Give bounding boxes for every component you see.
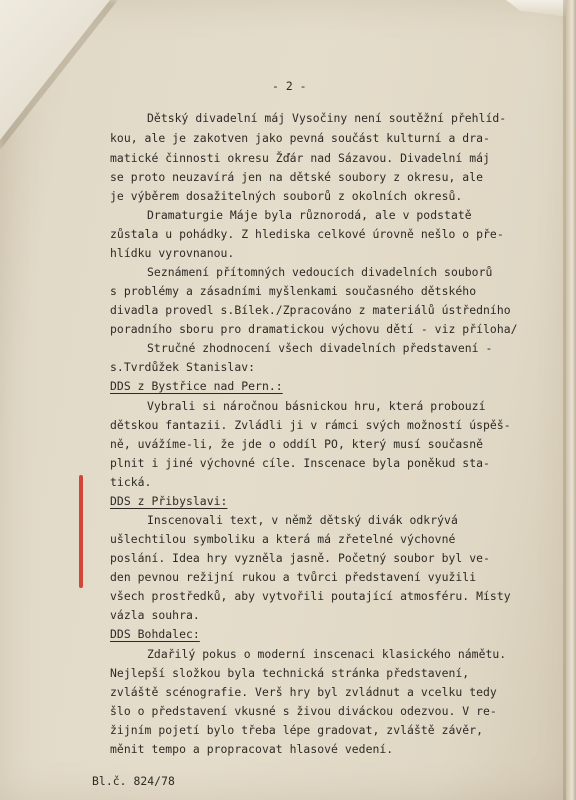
section-heading: DDS Bohdalec: <box>110 627 200 641</box>
page-number: - 2 - <box>272 79 307 93</box>
section-line: Inscenovali text, v němž dětský divák odkrývá <box>147 513 458 527</box>
introduction-line: divadla provedl s.Bílek./Zpracováno z materiálů ústředního <box>110 303 511 317</box>
intro-line: Dětský divadelní máj Vysočiny není soutěžní přehlíd- <box>147 111 507 125</box>
summary-line: Stručné zhodnocení všech divadelních představení - <box>147 341 493 355</box>
dramaturgy-line: hlídku vyrovnanou. <box>110 246 235 260</box>
section-line: Nejlepší složkou byla technická stránka představení, <box>110 666 470 680</box>
intro-line: kou, ale je zakotven jako pevná součást kulturní a dra- <box>110 131 490 145</box>
section-line: plnit i jiné výchovné cíle. Inscenace byla poněkud sta- <box>110 456 490 470</box>
intro-line: matické činnosti okresu Žďár nad Sázavou. Divadelní máj <box>110 151 490 165</box>
dramaturgy-line: Dramaturgie Máje byla různorodá, ale v podstatě <box>147 208 472 222</box>
intro-line: je výběrem dosažitelných souborů z okolních okresů. <box>110 189 463 203</box>
intro-line: se proto neuzavírá jen na dětské soubory z okresu, ale <box>110 170 484 184</box>
folded-corner <box>0 0 110 140</box>
section-heading: DDS z Bystřice nad Pern.: <box>110 379 283 393</box>
section-line: žijním pojetí bylo třeba lépe gradovat, zvláště závěr, <box>110 723 484 737</box>
section-line: zvláště scénografie. Verš hry byl zvládnut a vcelku tedy <box>110 685 497 699</box>
summary-line: s.Tvrdůžek Stanislav: <box>110 360 256 374</box>
section-line: dětskou fantazii. Zvládli ji v rámci svých možností úspěš- <box>110 418 511 432</box>
section-line: ně, uvážíme-li, že jde o oddíl PO, který musí současně <box>110 437 484 451</box>
footer-reference: Bl.č. 824/78 <box>92 774 175 788</box>
introduction-line: poradního sboru pro dramatickou výchovu dětí - viz příloha/ <box>110 322 518 336</box>
dramaturgy-line: zůstala u pohádky. Z hlediska celkové úrovně nešlo o pře- <box>110 227 504 241</box>
section-line: Zdařilý pokus o moderní inscenaci klasického námětu. <box>147 647 507 661</box>
introduction-line: s problémy a zásadními myšlenkami současného dětského <box>110 284 477 298</box>
section-line: šlo o představení vkusné s živou diváckou odezvou. V re- <box>110 704 497 718</box>
stacked-page-edges <box>566 0 576 800</box>
section-heading: DDS z Přibyslavi: <box>110 494 228 508</box>
red-margin-mark <box>79 475 83 588</box>
section-line: všech prostředků, aby vytvořili poutající atmosféru. Místy <box>110 589 511 603</box>
section-line: den pevnou režijní rukou a tvůrci představení využili <box>110 570 477 584</box>
section-line: Vybrali si náročnou básnickou hru, která probouzí <box>147 399 486 413</box>
section-line: tická. <box>110 475 152 489</box>
section-line: vázla souhra. <box>110 608 200 622</box>
section-line: měnit tempo a propracovat hlasové vedení. <box>110 742 394 756</box>
section-line: ušlechtilou symboliku a která má zřetelné výchovné <box>110 532 456 546</box>
section-line: poslání. Idea hry vyzněla jasně. Početný soubor byl ve- <box>110 551 490 565</box>
introduction-line: Seznámení přítomných vedoucích divadelních souborů <box>147 265 493 279</box>
